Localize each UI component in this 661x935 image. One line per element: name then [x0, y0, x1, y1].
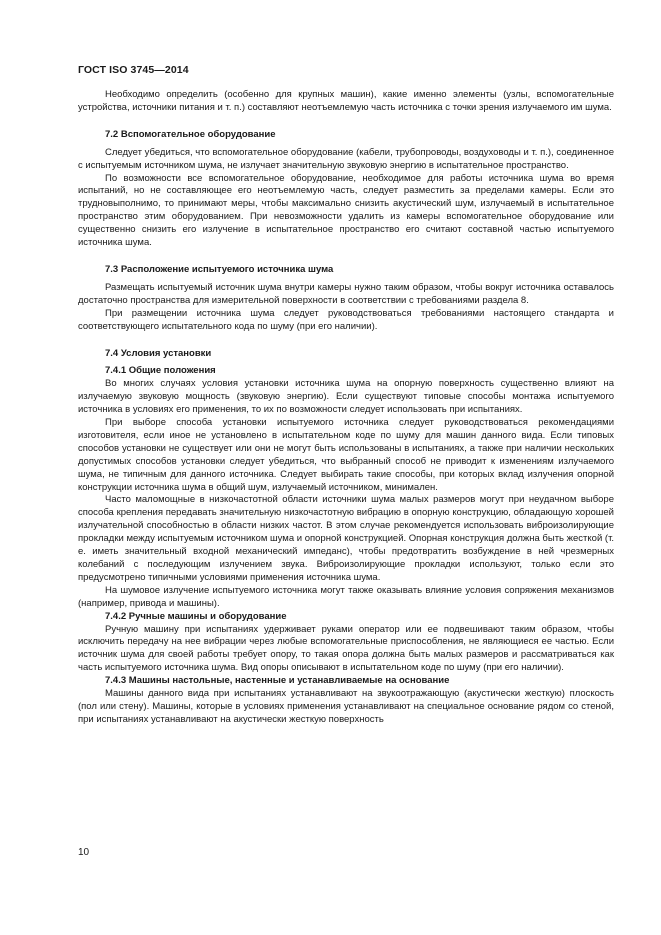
paragraph-intro: Необходимо определить (особенно для крупных машин), какие именно элементы (узлы, вспомогательные устройства, источники питания и т. п.) составляют неотъемлемую часть источника с точки зрения излучаемого им шума.	[78, 89, 614, 113]
paragraph-7-4-1-b: При выборе способа установки испытуемого источника следует руководствоваться рекомендациями изготовителя, если иное не установлено в испытательном коде по шуму для машин данного вида. Если типовых способов установки не существует или они не могут быть использованы в испытаниях, а также при наличии нескольких допустимых способов установки следует убедиться, что выбранный способ не приводит к изменениям излучаемого шума, не типичным для данного источника. Следует выбирать такие способы, при которых вклад излучения опорной конструкции источника шума в общий шум, излучаемый источником, минимален.	[78, 417, 614, 493]
paragraph-7-4-1-c: Часто маломощные в низкочастотной области источники шума малых размеров могут при неудачном выборе способа крепления передавать значительную низкочастотную вибрацию в опорную конструкцию, обладающую хорошей излучательной способностью в области низких частот. В этом случае рекомендуется использовать виброизолирующие прокладки между испытуемым источником шума и опорной конструкцией. Опорная конструкция должна быть жесткой (т. е. иметь значительный входной механический импеданс), чтобы предотвратить возбуждение в ней чрезмерных колебаний с последующим излучением звука. Виброизолирующие прокладки используют, только если это предусмотрено типичными условиями применения источника шума.	[78, 494, 614, 583]
section-heading-7-2: 7.2 Вспомогательное оборудование	[105, 128, 276, 140]
paragraph-7-2-b: По возможности все вспомогательное оборудование, необходимое для работы источника шума во время испытаний, но не составляющее его неотъемлемую часть, следует разместить за пределами камеры. Если это трудновыполнимо, то принимают меры, чтобы максимально снизить акустический шум, излучаемый в испытательное пространство этим оборудованием. При невозможности удалить из камеры вспомогательное оборудование или существенно снизить его излучение в испытательное пространство его считают составной частью испытуемого источника шума.	[78, 172, 614, 249]
document-body	[78, 89, 614, 727]
subsection-heading-7-4-2: 7.4.2 Ручные машины и оборудование	[105, 610, 287, 622]
paragraph-7-4-2-a: Ручную машину при испытаниях удерживает руками оператор или ее подвешивают таким образом, чтобы исключить передачу на нее вибрации через любые вспомогательные приспособления, не являющиеся ее частью. Если источник шума для своей работы требует опору, то такая опора должна быть малых размеров и рассматриваться как часть испытуемого источника шума. Вид опоры описывают в испытательном коде по шуму (при его наличии).	[78, 623, 614, 674]
standard-header: ГОСТ ISO 3745—2014	[78, 64, 189, 76]
paragraph-7-4-1-d: На шумовое излучение испытуемого источника могут также оказывать влияние условия сопряжения механизмов (например, привода и машины).	[78, 584, 614, 609]
paragraph-7-4-1-a: Во многих случаях условия установки источника шума на опорную поверхность существенно влияют на излучаемую звуковую мощность (звуковую энергию). Если существуют типовые способы монтажа испытуемого источника в условиях его применения, то их по возможности следует использовать при испытаниях.	[78, 378, 614, 416]
paragraph-7-3-b: При размещении источника шума следует руководствоваться требованиями настоящего стандарта и соответствующего испытательного кода по шуму (при его наличии).	[78, 307, 614, 332]
paragraph-7-3-a: Размещать испытуемый источник шума внутри камеры нужно таким образом, чтобы вокруг источника оставалось достаточно пространства для измерительной поверхности в соответствии с требованиями раздела 8.	[78, 281, 614, 306]
paragraph-7-4-3-a: Машины данного вида при испытаниях устанавливают на звукоотражающую (акустически жесткую) плоскость (пол или стену). Машины, которые в условиях применения устанавливают на специальное основание рядом со стеной, при испытаниях устанавливают на акустически жесткую поверхность	[78, 688, 614, 725]
subsection-heading-7-4-1: 7.4.1 Общие положения	[105, 365, 216, 377]
section-heading-7-4: 7.4 Условия установки	[105, 347, 212, 359]
page-number: 10	[78, 847, 90, 858]
paragraph-7-2-a: Следует убедиться, что вспомогательное оборудование (кабели, трубопроводы, воздуховоды и т. п.), соединенное с испытуемым источником шума, не излучает значительную звуковую энергию в испытательное пространство.	[78, 146, 614, 171]
subsection-heading-7-4-3: 7.4.3 Машины настольные, настенные и устанавливаемые на основание	[105, 675, 450, 687]
section-heading-7-3: 7.3 Расположение испытуемого источника шума	[105, 263, 334, 275]
